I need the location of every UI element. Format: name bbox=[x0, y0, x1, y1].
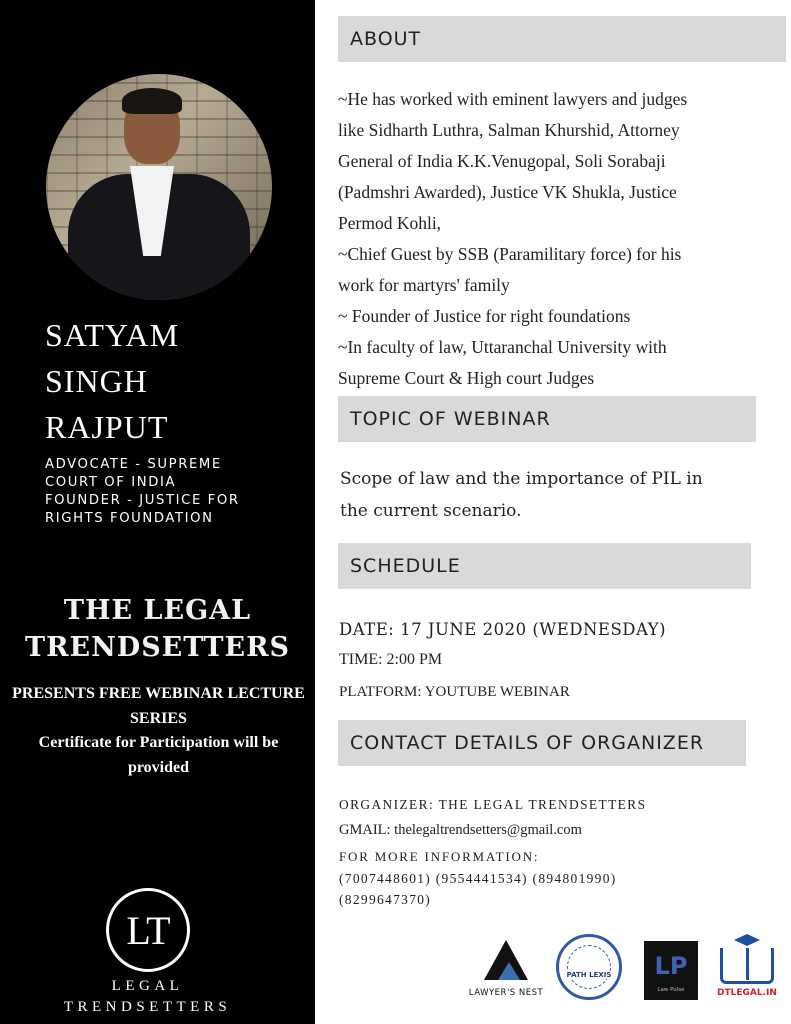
book-icon bbox=[720, 948, 774, 984]
organizer-title: THE LEGAL TRENDSETTERS bbox=[24, 595, 291, 663]
lp-logo: LP Law Pulse bbox=[644, 941, 698, 1000]
contact-heading: CONTACT DETAILS OF ORGANIZER bbox=[338, 720, 746, 766]
contact-email[interactable]: GMAIL: thelegaltrendsetters@gmail.com bbox=[339, 822, 582, 838]
schedule-heading: SCHEDULE bbox=[338, 543, 751, 589]
topic-heading: TOPIC OF WEBINAR bbox=[338, 396, 756, 442]
topic-text: Scope of law and the importance of PIL in the current scenario. bbox=[340, 469, 703, 521]
speaker-role: ADVOCATE - SUPREME COURT OF INDIA FOUNDER - JUSTICE FOR RIGHTS FOUNDATION bbox=[45, 457, 240, 526]
about-heading: ABOUT bbox=[338, 16, 786, 62]
speaker-name: SATYAM SINGH RAJPUT bbox=[45, 317, 180, 445]
schedule-time: TIME: 2:00 PM bbox=[339, 651, 443, 668]
schedule-date: DATE: 17 JUNE 2020 (WEDNESDAY) bbox=[339, 620, 667, 639]
speaker-photo bbox=[46, 74, 272, 300]
organizer-subtitle: PRESENTS FREE WEBINAR LECTURE SERIES Certificate for Participation will be provided bbox=[12, 685, 305, 776]
about-text: ~He has worked with eminent lawyers and judges like Sidharth Luthra, Salman Khurshid, Attorney General of India K.K.Venugopal, Soli Sorabaji (Padmshri Awarded), Justice VK Shukla, Justice Permod Kohli, ~Chief Guest by SSB (Paramilitary force) for his work for martyrs' family ~ Founder of Justice for right foundations ~In faculty of law, Uttaranchal University with Supreme Court & High court Judges bbox=[338, 89, 688, 388]
logo-initials: LT bbox=[126, 907, 170, 953]
dtlegal-label: DTLEGAL.IN bbox=[717, 988, 777, 998]
more-info-label: FOR MORE INFORMATION: bbox=[339, 849, 540, 864]
lawyers-nest-logo bbox=[462, 940, 550, 1006]
contact-phones: (7007448601) (9554441534) (894801990) (8299647370) bbox=[339, 871, 617, 907]
schedule-platform: PLATFORM: YOUTUBE WEBINAR bbox=[339, 684, 570, 700]
lp-caption: Law Pulse bbox=[657, 987, 685, 993]
lawyers-nest-label: LAWYER'S NEST bbox=[468, 988, 544, 998]
path-lexis-label: PATH LEXIS bbox=[561, 971, 617, 979]
legal-trendsetters-logo bbox=[106, 888, 190, 972]
graduation-cap-icon bbox=[734, 934, 760, 946]
dtlegal-logo bbox=[714, 934, 780, 1004]
left-panel bbox=[0, 0, 315, 1024]
path-lexis-logo bbox=[556, 934, 622, 1000]
contact-organizer: ORGANIZER: THE LEGAL TRENDSETTERS bbox=[339, 797, 647, 812]
logo-text: LEGAL TRENDSETTERS bbox=[63, 978, 232, 1015]
